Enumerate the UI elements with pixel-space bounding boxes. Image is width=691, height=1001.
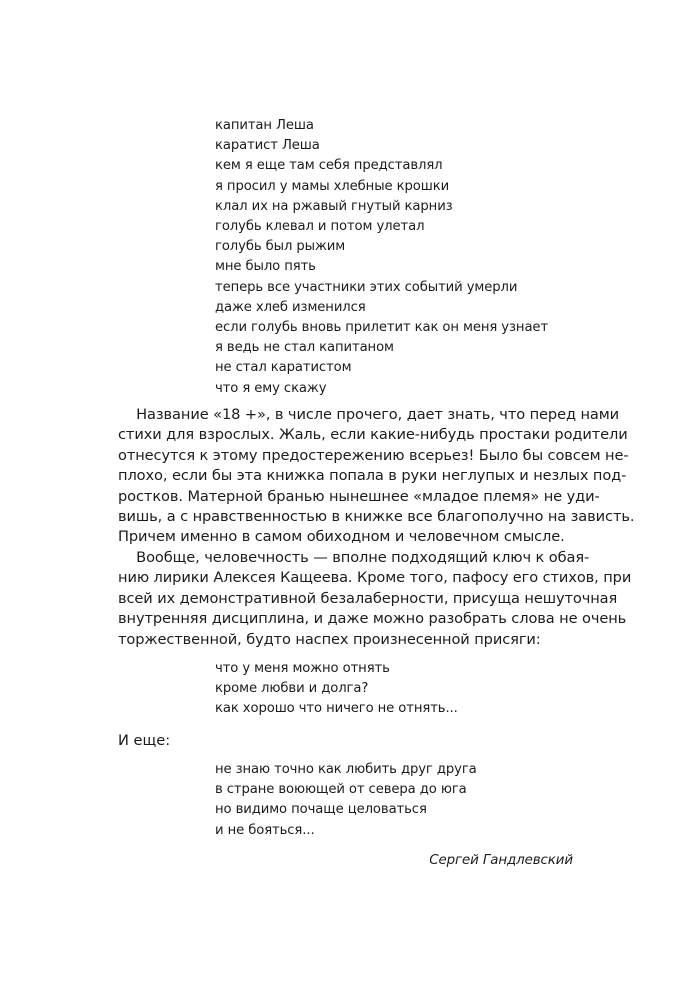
author-signature: Сергей Гандлевский <box>429 853 573 868</box>
paragraph-line: всей их демонстративной безалаберности, присуща нешуточная <box>118 589 618 607</box>
quoted-poem-oath <box>215 659 458 720</box>
poem-line: даже хлеб изменился <box>215 299 366 315</box>
poem-line: и не бояться... <box>215 822 315 838</box>
paragraph-line: вишь, а с нравственностью в книжке все благополучно на зависть. <box>118 507 635 525</box>
paragraph-line: отнесутся к этому предостережению всерьез! Было бы совсем не- <box>118 446 629 464</box>
poem-line: мне было пять <box>215 259 316 275</box>
poem-line: теперь все участники этих событий умерли <box>215 279 518 295</box>
poem-line: что у меня можно отнять <box>215 661 390 676</box>
quoted-poem-love <box>215 760 477 841</box>
paragraph-line: ростков. Матерной бранью нынешнее «младое племя» не уди- <box>118 487 600 505</box>
and-more-text: И еще: <box>118 732 171 749</box>
poem-line: но видимо почаще целоваться <box>215 802 427 818</box>
poem-line: я просил у мамы хлебные крошки <box>215 178 450 194</box>
paragraph-line: Название «18 +», в числе прочего, дает знать, что перед нами <box>118 406 620 423</box>
paragraph-humanity <box>118 548 632 650</box>
poem-line: в стране воюющей от севера до юга <box>215 782 467 798</box>
poem-line: кем я еще там себя представлял <box>215 158 443 174</box>
opening-poem <box>215 116 548 399</box>
poem-line: не знаю точно как любить друг друга <box>215 762 477 777</box>
paragraph-line: внутренняя дисциплина, и даже можно разобрать слова не очень <box>118 610 627 628</box>
paragraph-line: Вообще, человечность — вполне подходящий ключ к обая- <box>118 549 590 566</box>
poem-line: голубь был рыжим <box>215 239 346 255</box>
paragraph-line: плохо, если бы эта книжка попала в руки неглупых и незлых под- <box>118 467 627 485</box>
poem-line: каратист Леша <box>215 138 320 154</box>
paragraph-line: торжественной, будто наспех произнесенной присяги: <box>118 630 541 648</box>
poem-line: что я ему скажу <box>215 380 327 396</box>
paragraph-title-meaning <box>118 405 635 548</box>
paragraph-line: стихи для взрослых. Жаль, если какие-нибудь простаки родители <box>118 426 628 444</box>
poem-line: как хорошо что ничего не отнять... <box>215 701 458 717</box>
poem-line: голубь клевал и потом улетал <box>215 219 425 235</box>
poem-line: я ведь не стал капитаном <box>215 340 394 356</box>
poem-line: клал их на ржавый гнутый карниз <box>215 198 453 214</box>
poem-line: кроме любви и долга? <box>215 681 369 697</box>
poem-line: капитан Леша <box>215 118 314 133</box>
paragraph-line: Причем именно в самом обиходном и человечном смысле. <box>118 528 565 546</box>
paragraph-line: нию лирики Алексея Кащеева. Кроме того, пафосу его стихов, при <box>118 569 632 587</box>
poem-line: если голубь вновь прилетит как он меня узнает <box>215 320 549 336</box>
poem-line: не стал каратистом <box>215 360 352 376</box>
